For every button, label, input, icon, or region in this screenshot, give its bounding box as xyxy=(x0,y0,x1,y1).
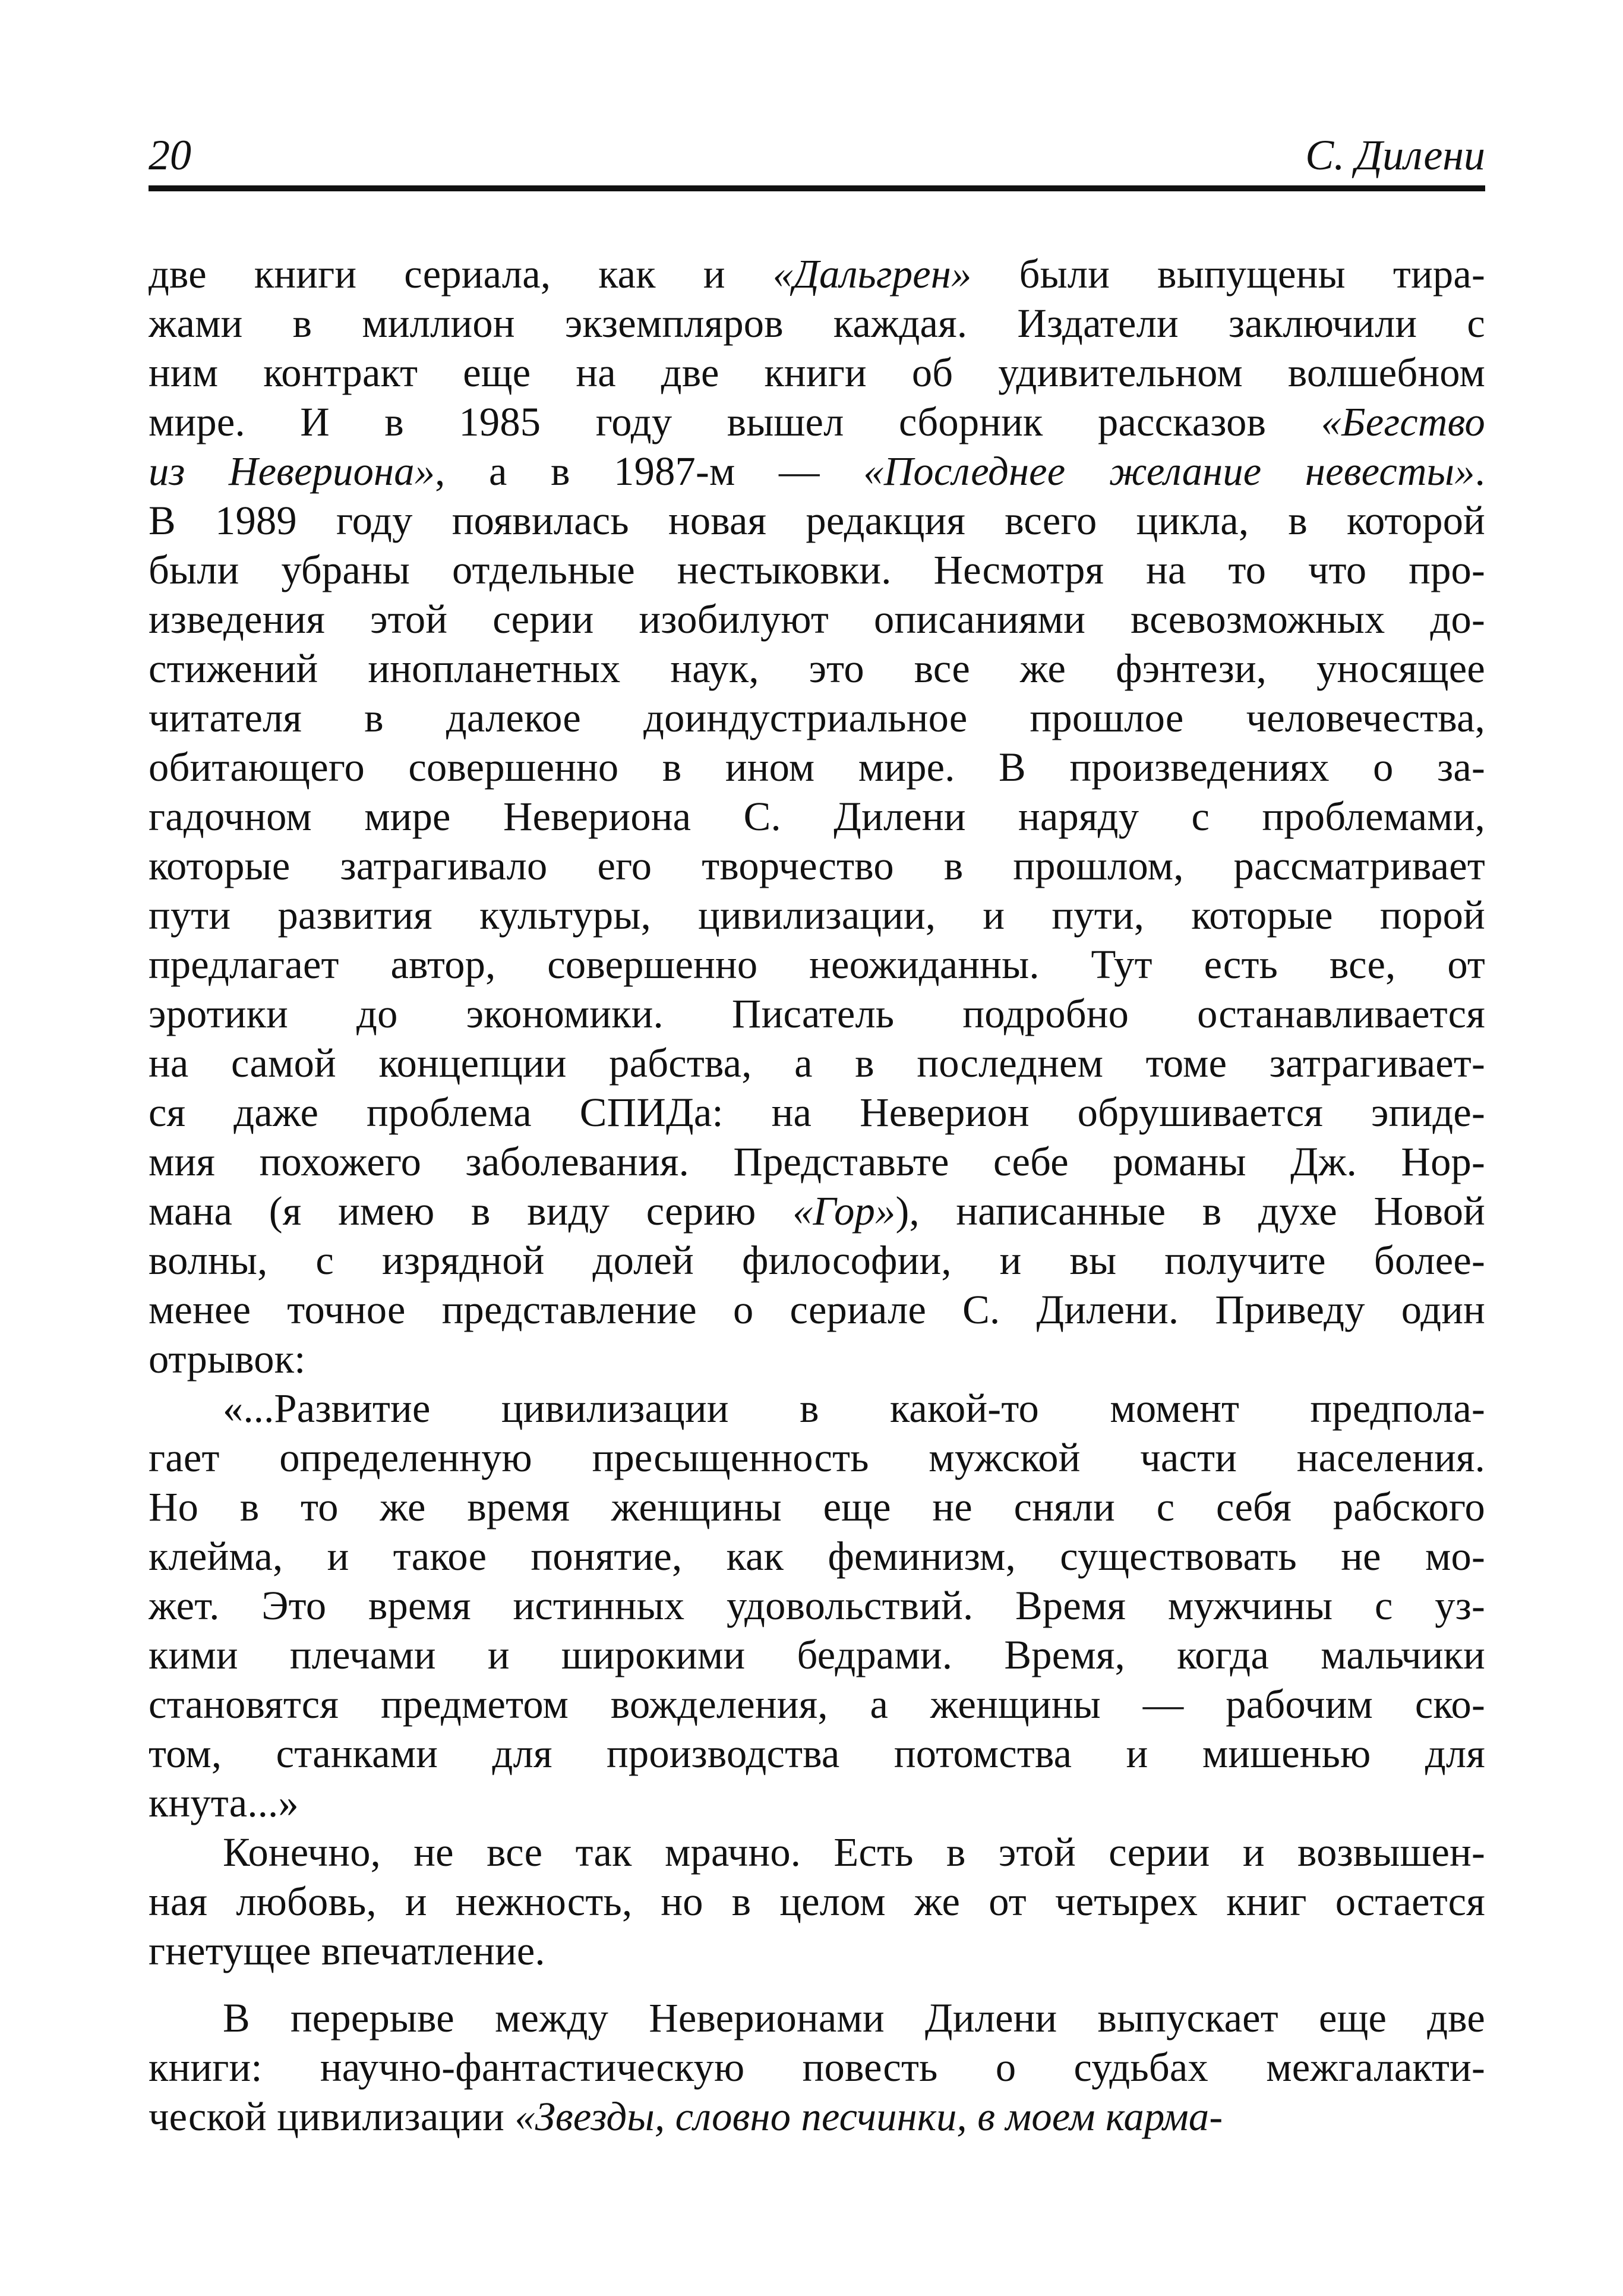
text-line xyxy=(149,1187,1485,1236)
text-line xyxy=(149,1137,1485,1187)
text-line xyxy=(149,940,1485,989)
text-run: гает определенную пресыщенность мужской части населения. xyxy=(149,1435,1485,1480)
book-title: «Последнее желание невесты» xyxy=(863,449,1475,494)
running-title: С. Дилени xyxy=(1305,131,1485,179)
text-line xyxy=(149,545,1485,595)
text-line xyxy=(149,1778,1485,1828)
text-line xyxy=(149,989,1485,1039)
text-run: жет. Это время истинных удовольствий. Время мужчины с уз- xyxy=(149,1583,1485,1628)
text-line xyxy=(149,1433,1485,1483)
text-line xyxy=(149,1335,1485,1384)
text-run: читателя в далекое доиндустриальное прошлое человечества, xyxy=(149,695,1485,740)
text-run: были убраны отдельные нестыковки. Несмотря на то что про- xyxy=(149,547,1485,592)
book-title: «Гор» xyxy=(792,1188,896,1234)
text-run: , а в 1987-м — xyxy=(435,449,864,494)
text-line xyxy=(149,1483,1485,1532)
book-title: «Звезды, словно песчинки, в моем карма- xyxy=(514,2094,1223,2139)
text-run: ним контракт еще на две книги об удивительном волшебном xyxy=(149,350,1485,395)
text-run: мире. И в 1985 году вышел сборник рассказов xyxy=(149,399,1321,444)
text-line xyxy=(149,447,1485,496)
text-line xyxy=(149,496,1485,545)
text-run: стижений инопланетных наук, это все же фэнтези, уносящее xyxy=(149,646,1485,691)
body-text xyxy=(149,250,1485,2142)
text-run: изведения этой серии изобилуют описаниями всевозможных до- xyxy=(149,597,1485,642)
text-run: книги: научно-фантастическую повесть о судьбах межгалакти- xyxy=(149,2045,1485,2090)
text-line xyxy=(149,2092,1485,2142)
text-line xyxy=(149,1877,1485,1926)
text-run: Но в то же время женщины еще не сняли с себя рабского xyxy=(149,1484,1485,1529)
text-run: В 1989 году появилась новая редакция всего цикла, в которой xyxy=(149,498,1485,543)
text-line xyxy=(149,1994,1485,2043)
text-line xyxy=(149,1581,1485,1630)
page-number: 20 xyxy=(149,131,191,179)
text-line xyxy=(149,398,1485,447)
text-line xyxy=(149,792,1485,841)
text-line xyxy=(149,1285,1485,1335)
text-run: были выпущены тира- xyxy=(971,251,1485,297)
text-line xyxy=(149,1039,1485,1088)
text-line xyxy=(149,1926,1485,1976)
text-run: кнута...» xyxy=(149,1780,299,1825)
text-line xyxy=(149,743,1485,792)
book-title: «Бегство xyxy=(1321,399,1485,444)
book-title: «Дальгрен» xyxy=(772,251,972,297)
text-run: эротики до экономики. Писатель подробно останавливается xyxy=(149,991,1485,1036)
text-line xyxy=(149,1630,1485,1680)
text-run: которые затрагивало его творчество в прошлом, рассматривает xyxy=(149,843,1485,888)
text-run: становятся предметом вожделения, а женщины — рабочим ско- xyxy=(149,1682,1485,1727)
text-run: две книги сериала, как и xyxy=(149,251,773,297)
text-line xyxy=(149,595,1485,644)
paragraph-gap xyxy=(149,1976,1485,1994)
page-header xyxy=(149,125,1485,190)
text-run: волны, с изрядной долей философии, и вы получите более- xyxy=(149,1238,1485,1283)
text-run: жами в миллион экземпляров каждая. Издатели заключили с xyxy=(149,301,1485,346)
text-line xyxy=(149,1236,1485,1285)
text-line xyxy=(149,1828,1485,1877)
text-run: . xyxy=(1474,449,1485,494)
text-run: предлагает автор, совершенно неожиданны. Тут есть все, от xyxy=(149,942,1485,987)
text-run: ся даже проблема СПИДа: на Неверион обрушивается эпиде- xyxy=(149,1090,1485,1135)
text-line xyxy=(149,2043,1485,2092)
text-run: том, станками для производства потомства и мишенью для xyxy=(149,1731,1485,1776)
text-line xyxy=(149,891,1485,940)
text-run: гнетущее впечатление. xyxy=(149,1928,545,1973)
book-title: из Невериона» xyxy=(149,449,435,494)
text-run: гадочном мире Невериона С. Дилени наряду с проблемами, xyxy=(149,794,1485,839)
text-line xyxy=(149,644,1485,693)
text-line xyxy=(149,1729,1485,1778)
text-line xyxy=(149,250,1485,299)
text-run: ), написанные в духе Новой xyxy=(895,1188,1485,1234)
text-run: обитающего совершенно в ином мире. В произведениях о за- xyxy=(149,745,1485,790)
paragraph xyxy=(149,1828,1485,1976)
text-line xyxy=(149,1532,1485,1581)
text-line xyxy=(149,841,1485,891)
text-run: «...Развитие цивилизации в какой-то момент предпола- xyxy=(223,1386,1485,1431)
text-line xyxy=(149,1088,1485,1137)
text-line xyxy=(149,299,1485,348)
text-run: мана (я имею в виду серию xyxy=(149,1188,793,1234)
text-run: ческой цивилизации xyxy=(149,2094,515,2139)
text-run: на самой концепции рабства, а в последнем томе затрагивает- xyxy=(149,1040,1485,1086)
text-run: Конечно, не все так мрачно. Есть в этой серии и возвышен- xyxy=(223,1830,1485,1875)
text-run: клейма, и такое понятие, как феминизм, существовать не мо- xyxy=(149,1534,1485,1579)
block-quote xyxy=(149,1384,1485,1828)
text-run: отрывок: xyxy=(149,1336,306,1382)
text-run: кими плечами и широкими бедрами. Время, когда мальчики xyxy=(149,1632,1485,1677)
text-run: В перерыве между Неверионами Дилени выпускает еще две xyxy=(223,1995,1485,2040)
paragraph xyxy=(149,1994,1485,2142)
text-run: ная любовь, и нежность, но в целом же от четырех книг остается xyxy=(149,1879,1485,1924)
text-run: пути развития культуры, цивилизации, и пути, которые порой xyxy=(149,892,1485,938)
text-line xyxy=(149,1384,1485,1433)
text-run: мия похожего заболевания. Представьте себе романы Дж. Нор- xyxy=(149,1139,1485,1184)
text-line xyxy=(149,348,1485,398)
text-run: менее точное представление о сериале С. Дилени. Приведу один xyxy=(149,1287,1485,1332)
text-line xyxy=(149,693,1485,743)
paragraph xyxy=(149,250,1485,1384)
text-line xyxy=(149,1680,1485,1729)
header-rule xyxy=(149,185,1485,191)
